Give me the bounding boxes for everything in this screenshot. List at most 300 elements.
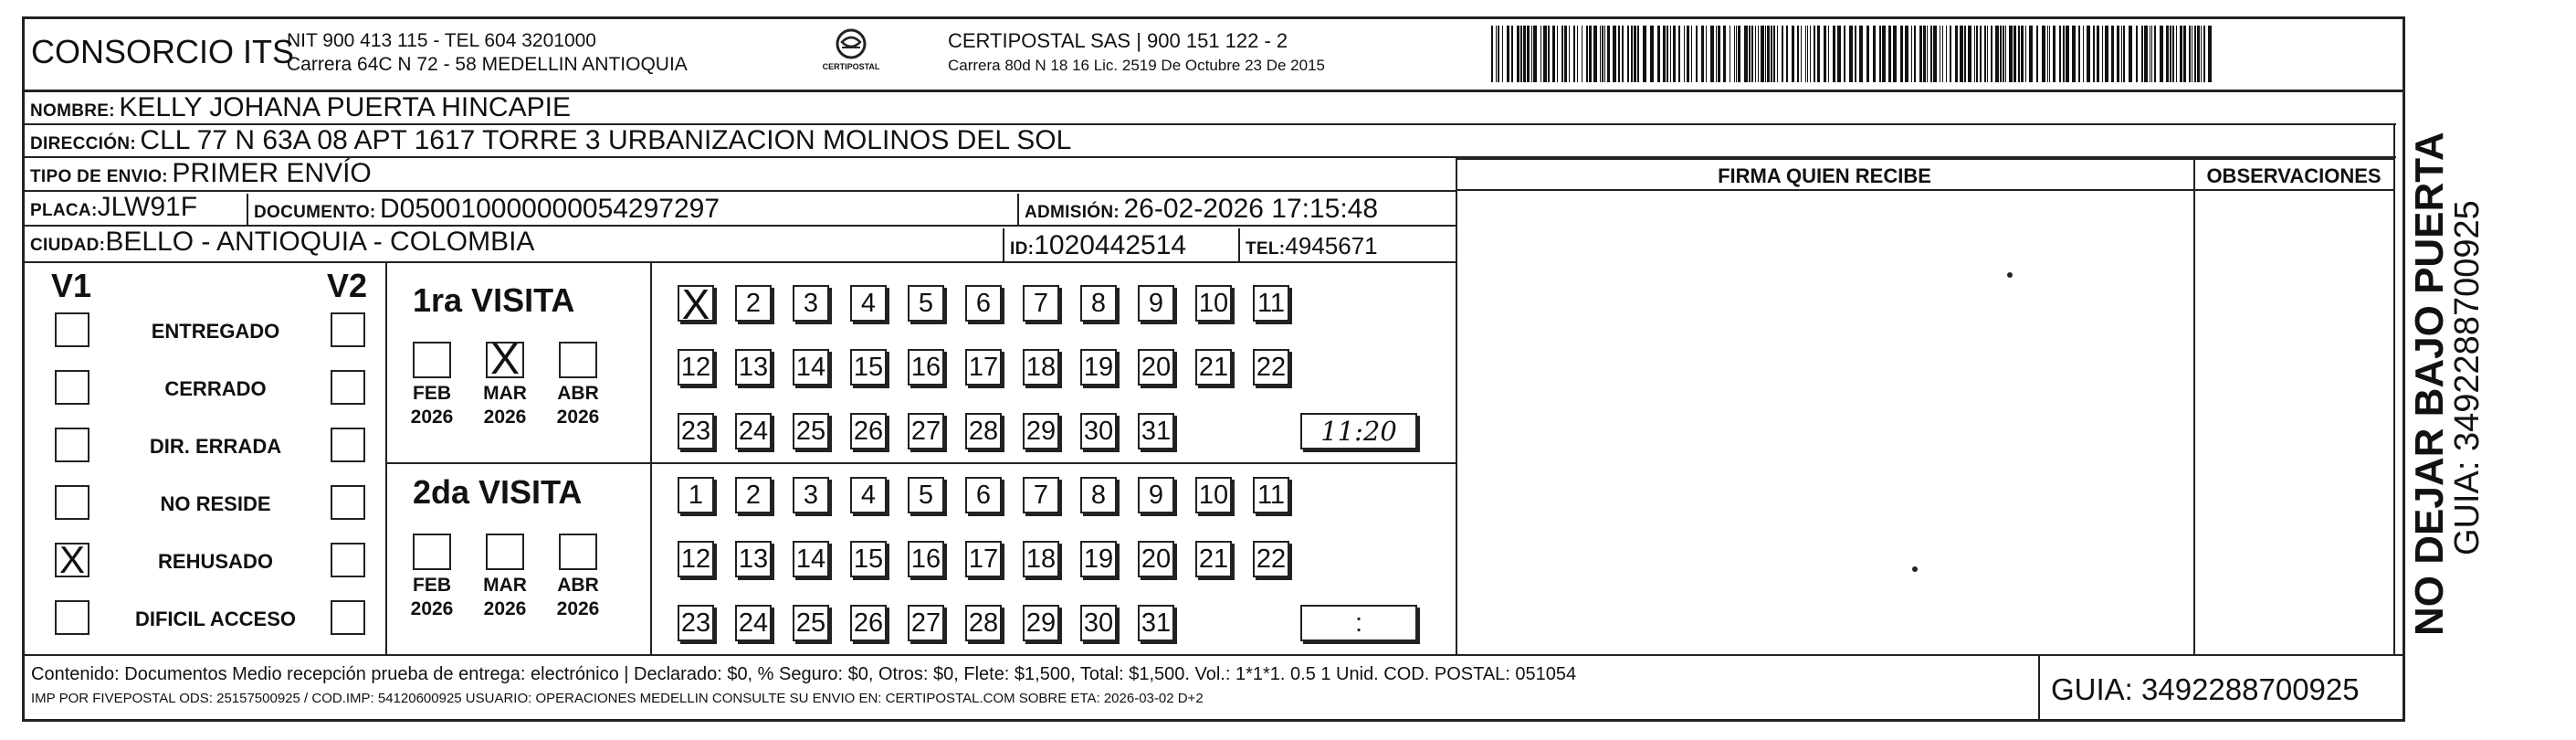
barcode-bar [1792,26,1794,82]
first-visit-day-box[interactable]: 9 [1138,285,1174,322]
barcode-bar [1520,26,1522,82]
second-visit-day-box[interactable]: 7 [1023,477,1059,513]
footer-guia-divider [2038,656,2040,720]
barcode-bar [1517,26,1519,82]
first-visit-month-label: ABR [557,383,599,404]
barcode-bar [2176,26,2177,82]
barcode-bar [2078,26,2080,82]
first-visit-month-label: MAR [483,383,527,404]
v2-checkbox[interactable] [331,600,365,635]
v1-checkbox[interactable]: X [55,543,89,577]
signature-mark [2007,272,2013,278]
nombre-label: NOMBRE: [30,101,115,121]
tel-field [1246,232,1378,260]
company-nit-tel: NIT 900 413 115 - TEL 604 3201000 [287,30,596,51]
barcode-bar [1496,26,1497,82]
status-label: DIFICIL ACCESO [134,608,296,630]
second-visit-day-box[interactable]: 23 [678,605,714,641]
barcode-bar [2047,26,2048,82]
second-visit-day-box[interactable]: 30 [1080,605,1117,641]
barcode-bar [2036,26,2038,82]
v2-checkbox[interactable] [331,543,365,577]
v2-checkbox[interactable] [331,312,365,347]
barcode-bar [2053,26,2056,82]
barcode-bar [1589,26,1592,82]
second-visit-day-box[interactable]: 29 [1023,605,1059,641]
barcode-bar [1602,26,1603,82]
carrier-name: CERTIPOSTAL SAS | 900 151 122 - 2 [948,29,1288,52]
barcode-bar [2093,26,2095,82]
barcode-bar [1786,26,1788,82]
first-visit-day-box[interactable]: 30 [1080,413,1117,449]
barcode-bar [2160,26,2163,82]
logo-text: CERTIPOSTAL [822,62,880,71]
first-visit-month-year: 2026 [483,407,527,428]
barcode-bar [2087,26,2090,82]
firma-obs-divider [2193,158,2195,656]
barcode-bar [1557,26,1558,82]
first-visit-day-box[interactable]: 21 [1195,349,1232,386]
admision-field [1025,194,1378,225]
barcode-bar [1643,26,1646,82]
footer-imp-info: IMP POR FIVEPOSTAL ODS: 25157500925 / COD.IMP: 54120600925 USUARIO: OPERACIONES MEDELLIN CONSULTE SU ENVIO EN: CERTIPOSTAL.COM SOBRE ETA: 2026-03-02 D+2 [31,691,1204,706]
barcode-bar [1767,26,1770,82]
barcode-bar [1718,26,1720,82]
right-top-rule [1456,158,2394,160]
barcode-bar [2129,26,2132,82]
id-field [1010,230,1186,261]
first-visit-day-box[interactable]: 17 [965,349,1002,386]
first-visit-day-box[interactable]: 28 [965,413,1002,449]
barcode-bar [1577,26,1578,82]
barcode-bar [1976,26,1978,82]
first-visit-day-box[interactable]: 8 [1080,285,1117,322]
barcode-bar [2136,26,2138,82]
first-visit-month-label: FEB [413,383,451,404]
second-visit-day-box[interactable]: 21 [1195,541,1232,577]
barcode-bar [2009,26,2013,82]
second-visit-day-box[interactable]: 18 [1023,541,1059,577]
second-visit-month-label: ABR [557,575,599,596]
first-visit-day-box[interactable]: 16 [908,349,944,386]
barcode-bar [1634,26,1636,82]
barcode-bar [1684,26,1685,82]
second-visit-day-box[interactable]: 5 [908,477,944,513]
barcode-bar [1873,26,1876,82]
barcode-bar [1797,26,1799,82]
second-visit-month-box[interactable] [413,534,451,570]
second-visit-month-year: 2026 [483,598,527,619]
barcode-bar [2180,26,2182,82]
first-visit-day-box[interactable]: 22 [1253,349,1289,386]
first-visit-day-box[interactable]: 12 [678,349,714,386]
status-label: DIR. ERRADA [149,435,282,458]
second-visit-month-label: MAR [483,575,527,596]
months-days-divider [650,263,652,654]
barcode-bar [2021,26,2024,82]
barcode-bar [1882,26,1886,82]
barcode-bar [1498,26,1499,82]
barcode-bar [1824,26,1826,82]
no-dejar-bajo-puerta: NO DEJAR BAJO PUERTA [2407,132,2452,636]
barcode-bar [2111,26,2114,82]
barcode-bar [1755,26,1756,82]
first-visit-day-box[interactable]: 27 [908,413,944,449]
barcode-bar [1777,26,1778,82]
barcode-bar [1933,26,1937,82]
first-visit-day-box[interactable]: 13 [735,349,772,386]
barcode-bar [2059,26,2061,82]
barcode-bar [1810,26,1811,82]
barcode-bar [1960,26,1963,82]
barcode-bar [2144,26,2148,82]
first-visit-day-box[interactable]: X [678,285,714,322]
barcode-bar [1586,26,1588,82]
first-visit-day-box[interactable]: 14 [793,349,829,386]
barcode-bar [1893,26,1897,82]
barcode-bar [1561,26,1563,82]
first-visit-day-box[interactable]: 31 [1138,413,1174,449]
barcode-bar [2208,26,2212,82]
barcode-bar [2003,26,2004,82]
barcode-bar [2141,26,2143,82]
barcode-bar [2172,26,2174,82]
nombre-value: KELLY JOHANA PUERTA HINCAPIE [119,92,571,122]
first-visit-month-year: 2026 [556,407,600,428]
second-visit-day-box[interactable]: 17 [965,541,1002,577]
v2-checkbox[interactable] [331,370,365,405]
status-label: NO RESIDE [160,492,271,515]
barcode [1491,26,2222,82]
barcode-bar [1607,26,1610,82]
barcode-bar [2042,26,2045,82]
status-label: REHUSADO [158,550,273,573]
admision-divider [1017,194,1019,225]
barcode-bar [1911,26,1912,82]
barcode-bar [1627,26,1629,82]
placa-label: PLACA: [30,201,98,220]
second-visit-day-box[interactable]: 14 [793,541,829,577]
second-visit-day-box[interactable]: 9 [1138,477,1174,513]
direccion-label: DIRECCIÓN: [30,134,136,153]
first-visit-day-box[interactable]: 3 [793,285,829,322]
first-visit-month-box[interactable] [559,342,597,378]
barcode-bar [1855,26,1856,82]
first-visit-day-box[interactable]: 23 [678,413,714,449]
barcode-bar [1650,26,1654,82]
first-visit-month-box[interactable] [413,342,451,378]
first-visit-day-box[interactable]: 7 [1023,285,1059,322]
barcode-bar [1749,26,1751,82]
second-visit-day-box[interactable]: 12 [678,541,714,577]
id-value: 1020442514 [1034,230,1187,260]
barcode-bar [1751,26,1753,82]
barcode-bar [2203,26,2205,82]
barcode-bar [1782,26,1783,82]
barcode-bar [1758,26,1759,82]
signature-mark [1912,566,1918,572]
second-visit-day-box[interactable]: 19 [1080,541,1117,577]
tipo-envio-value: PRIMER ENVÍO [172,158,372,188]
barcode-bar [1613,26,1616,82]
barcode-bar [1548,26,1550,82]
documento-value: D050010000000054297297 [380,194,720,224]
placa-value: JLW91F [97,192,198,222]
first-visit-day-box[interactable]: 6 [965,285,1002,322]
barcode-bar [2063,26,2065,82]
v2-checkbox[interactable] [331,428,365,462]
barcode-bar [1927,26,1928,82]
right-header-rule [1456,189,2394,191]
second-visit-month-box[interactable] [486,534,524,570]
barcode-bar [1573,26,1575,82]
barcode-bar [1564,26,1567,82]
tel-label: TEL: [1246,239,1286,259]
status-visit-divider [385,263,387,654]
certipostal-logo [820,27,882,79]
v1-checkbox[interactable] [55,312,89,347]
barcode-bar [1817,26,1820,82]
v1-header: V1 [51,267,92,304]
barcode-bar [1984,26,1986,82]
barcode-bar [1673,26,1676,82]
second-visit-day-box[interactable]: 22 [1253,541,1289,577]
barcode-bar [1991,26,1992,82]
barcode-bar [1814,26,1815,82]
barcode-bar [1833,26,1835,82]
barcode-bar [1701,26,1704,82]
barcode-bar [1540,26,1541,82]
barcode-bar [1905,26,1908,82]
barcode-bar [1879,26,1881,82]
second-visit-day-box[interactable]: 6 [965,477,1002,513]
barcode-bar [1723,26,1726,82]
second-visit-month-year: 2026 [556,598,600,619]
barcode-bar [1859,26,1863,82]
observaciones-label: OBSERVACIONES [2206,164,2381,187]
barcode-bar [2072,26,2076,82]
second-visit-day-box[interactable]: 28 [965,605,1002,641]
barcode-bar [1527,26,1530,82]
first-visit-day-box[interactable]: 18 [1023,349,1059,386]
barcode-bar [1995,26,1999,82]
barcode-bar [1844,26,1845,82]
barcode-bar [1773,26,1775,82]
second-visit-day-box[interactable]: 24 [735,605,772,641]
barcode-bar [1744,26,1748,82]
footer-guia: GUIA: 3492288700925 [2051,672,2360,706]
row-ciudad [25,227,1456,263]
first-visit-day-box[interactable]: 24 [735,413,772,449]
barcode-bar [1667,26,1668,82]
second-visit-day-box[interactable]: 25 [793,605,829,641]
v2-checkbox[interactable] [331,485,365,520]
barcode-bar [2013,26,2016,82]
firma-quien-recibe-label: FIRMA QUIEN RECIBE [1718,164,1931,187]
barcode-bar [1710,26,1714,82]
row-tipo-envio [25,158,1456,192]
v1-checkbox[interactable] [55,485,89,520]
barcode-bar [1866,26,1869,82]
side-guia: GUIA: 3492288700925 [2448,200,2487,555]
tel-divider [1238,228,1240,261]
barcode-bar [1531,26,1532,82]
second-visit-day-box[interactable]: 27 [908,605,944,641]
barcode-bar [1761,26,1764,82]
barcode-bar [2000,26,2002,82]
first-visit-day-box[interactable]: 5 [908,285,944,322]
first-visit-day-box[interactable]: 2 [735,285,772,322]
barcode-bar [2066,26,2069,82]
barcode-bar [1657,26,1660,82]
barcode-bar [1765,26,1766,82]
barcode-bar [1663,26,1666,82]
barcode-bar [2194,26,2196,82]
first-visit-day-box[interactable]: 29 [1023,413,1059,449]
barcode-bar [1828,26,1829,82]
barcode-bar [1914,26,1916,82]
barcode-bar [1706,26,1707,82]
barcode-bar [1618,26,1620,82]
first-visit-day-box[interactable]: 4 [850,285,887,322]
barcode-bar [2154,26,2156,82]
documento-label: DOCUMENTO: [254,203,376,222]
second-visit-day-box[interactable]: 3 [793,477,829,513]
second-visit-day-box[interactable]: 2 [735,477,772,513]
first-visit-month-box[interactable]: X [486,342,524,378]
barcode-bar [1946,26,1947,82]
second-visit-day-box[interactable]: 16 [908,541,944,577]
admision-value: 26-02-2026 17:15:48 [1123,194,1379,224]
barcode-bar [1569,26,1570,82]
barcode-bar [1696,26,1698,82]
second-visit-day-box[interactable]: 4 [850,477,887,513]
status-label: CERRADO [164,377,267,400]
barcode-bar [1923,26,1926,82]
barcode-bar [1533,26,1537,82]
barcode-bar [2170,26,2171,82]
second-visit-month-label: FEB [413,575,451,596]
v1-checkbox[interactable] [55,370,89,405]
placa-divider [247,194,248,225]
barcode-bar [1637,26,1639,82]
second-visit-day-box[interactable]: 8 [1080,477,1117,513]
barcode-bar [1552,26,1555,82]
barcode-bar [1738,26,1740,82]
barcode-bar [1964,26,1966,82]
second-visit-time[interactable]: : [1300,605,1417,641]
obs-right-border[interactable] [2393,125,2395,656]
tipo-envio-label: TIPO DE ENVIO: [30,167,168,186]
barcode-bar [2201,26,2202,82]
barcode-bar [1801,26,1802,82]
second-visit-title: 2da VISITA [413,473,583,511]
first-visit-title: 1ra VISITA [413,281,575,319]
second-visit-day-box[interactable]: 1 [678,477,714,513]
v1-checkbox[interactable] [55,428,89,462]
barcode-bar [2189,26,2191,82]
barcode-bar [1930,26,1932,82]
second-visit-month-year: 2026 [410,598,454,619]
admision-label: ADMISIÓN: [1025,203,1120,222]
barcode-bar [1593,26,1597,82]
barcode-bar [1622,26,1624,82]
row-direccion [25,125,2396,158]
barcode-bar [1837,26,1841,82]
barcode-bar [1670,26,1671,82]
barcode-bar [2083,26,2084,82]
first-visit-day-box[interactable]: 20 [1138,349,1174,386]
second-visit-day-box[interactable]: 10 [1195,477,1232,513]
barcode-bar [1600,26,1601,82]
barcode-bar [2049,26,2050,82]
status-label: ENTREGADO [151,320,280,343]
barcode-bar [1987,26,1988,82]
barcode-bar [2102,26,2103,82]
second-visit-day-box[interactable]: 13 [735,541,772,577]
first-visit-day-box[interactable]: 10 [1195,285,1232,322]
barcode-bar [1736,26,1737,82]
tel-value: 4945671 [1285,232,1378,259]
first-visit-month-year: 2026 [410,407,454,428]
id-divider [1003,228,1004,261]
v1-checkbox[interactable] [55,600,89,635]
barcode-bar [1888,26,1891,82]
first-visit-day-box[interactable]: 26 [850,413,887,449]
barcode-bar [1604,26,1605,82]
barcode-bar [1511,26,1513,82]
barcode-bar [1950,26,1951,82]
barcode-bar [1734,26,1735,82]
barcode-bar [2123,26,2125,82]
id-label: ID: [1010,239,1035,259]
first-visit-day-box[interactable]: 25 [793,413,829,449]
ciudad-label: CIUDAD: [30,236,106,255]
barcode-bar [2197,26,2200,82]
first-visit-day-box[interactable]: 15 [850,349,887,386]
v2-header: V2 [327,267,368,304]
company-name: CONSORCIO ITS [31,33,295,70]
barcode-bar [1849,26,1853,82]
barcode-bar [1900,26,1903,82]
second-visit-day-box[interactable]: 31 [1138,605,1174,641]
first-visit-time[interactable]: 11:20 [1300,413,1417,449]
second-visit-day-box[interactable]: 26 [850,605,887,641]
second-visit-day-box[interactable]: 20 [1138,541,1174,577]
barcode-bar [1955,26,1958,82]
second-visit-day-box[interactable]: 11 [1253,477,1289,513]
documento-field [254,194,720,225]
company-address: Carrera 64C N 72 - 58 MEDELLIN ANTIOQUIA [287,54,688,75]
barcode-bar [1771,26,1772,82]
barcode-bar [1543,26,1547,82]
barcode-bar [2105,26,2108,82]
footer-divider [22,654,2405,656]
barcode-bar [1968,26,1971,82]
first-visit-day-box[interactable]: 11 [1253,285,1289,322]
barcode-bar [2117,26,2119,82]
barcode-bar [1919,26,1922,82]
visit-divider [387,462,1456,464]
barcode-bar [1980,26,1982,82]
direccion-value: CLL 77 N 63A 08 APT 1617 TORRE 3 URBANIZACION MOLINOS DEL SOL [140,125,1072,155]
first-visit-day-box[interactable]: 19 [1080,349,1117,386]
second-visit-day-box[interactable]: 15 [850,541,887,577]
barcode-bar [2166,26,2169,82]
barcode-bar [1716,26,1717,82]
barcode-bar [1502,26,1503,82]
second-visit-month-box[interactable] [559,534,597,570]
